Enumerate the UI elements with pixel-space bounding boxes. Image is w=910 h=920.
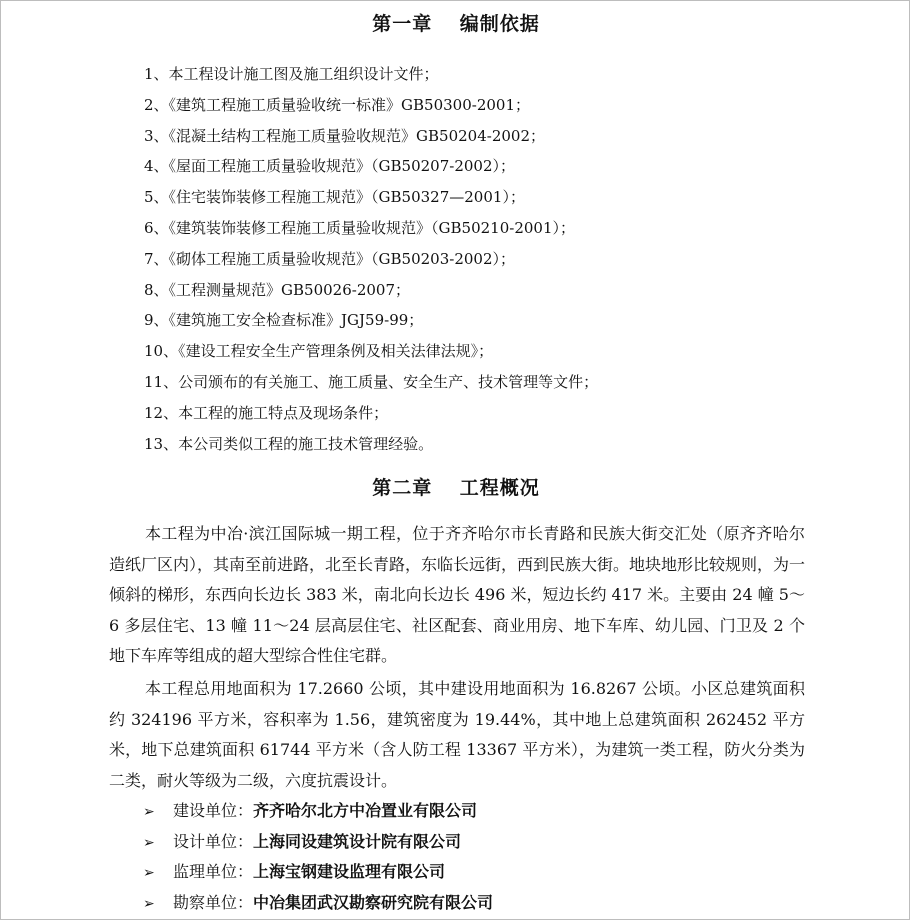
basis-item: 6、《建筑装饰装修工程施工质量验收规范》（GB50210-2001）； — [144, 218, 576, 237]
unit-company-name: 齐齐哈尔北方中冶置业有限公司 — [253, 801, 478, 820]
basis-item: 3、《混凝土结构工程施工质量验收规范》GB50204-2002； — [144, 126, 546, 145]
chapter-2-title: 第二章 工程概况 — [372, 477, 540, 499]
arrow-bullet-icon: ➢ — [143, 895, 155, 912]
basis-list — [144, 59, 598, 459]
unit-supervision — [143, 857, 493, 888]
basis-item: 11、公司颁布的有关施工、施工质量、安全生产、技术管理等文件； — [144, 372, 599, 391]
chapter-1-title: 第一章 编制依据 — [372, 13, 540, 35]
basis-item: 13、本公司类似工程的施工技术管理经验。 — [144, 434, 434, 453]
unit-company-name: 上海同设建筑设计院有限公司 — [253, 831, 462, 851]
overview-paragraph: 本工程为中冶·滨江国际城一期工程，位于齐齐哈尔市长青路和民族大街交汇处（原齐齐哈尔造纸厂区内），其南至前进路，北至长青路，东临长远街，西到民族大街。地块地形比较规则，为一倾斜的梯形，东西向长边长 383 米，南北向长边长 496 米，短边长约 417 米。主要由 24 幢 5～6 多层住宅、13 幢 11～24 层高层住宅、社区配套、商业用房、地下车库、幼儿园、门卫及 2 个地下车库等组成的超大型综合性住宅群。 — [109, 524, 806, 665]
arrow-bullet-icon: ➢ — [143, 834, 155, 851]
basis-item: 10、《建设工程安全生产管理条例及相关法律法规》； — [144, 342, 494, 361]
unit-role-label: 监理单位： — [173, 862, 254, 882]
basis-item: 2、《建筑工程施工质量验收统一标准》GB50300-2001； — [144, 95, 531, 114]
unit-role-label: 勘察单位： — [173, 892, 254, 912]
unit-company-name: 上海宝钢建设监理有限公司 — [253, 862, 446, 882]
basis-item: 8、《工程测量规范》GB50026-2007； — [144, 280, 411, 299]
project-units-list — [143, 796, 493, 918]
basis-item: 4、《屋面工程施工质量验收规范》（GB50207-2002）； — [144, 157, 516, 176]
basis-item: 12、本工程的施工特点及现场条件； — [144, 403, 389, 422]
unit-company-name: 中冶集团武汉勘察研究院有限公司 — [253, 892, 494, 912]
arrow-bullet-icon: ➢ — [143, 865, 155, 882]
basis-item: 7、《砌体工程施工质量验收规范》（GB50203-2002）； — [144, 249, 516, 268]
unit-construction — [143, 796, 493, 827]
unit-role-label: 设计单位： — [173, 831, 254, 851]
arrow-bullet-icon: ➢ — [143, 804, 155, 820]
basis-item: 1、本工程设计施工图及施工组织设计文件； — [144, 65, 439, 83]
unit-survey — [143, 888, 493, 919]
unit-role-label: 建设单位： — [173, 801, 254, 820]
area-paragraph: 本工程总用地面积为 17.2660 公顷，其中建设用地面积为 16.8267 公顷。小区总建筑面积约 324196 平方米，容积率为 1.56，建筑密度为 19.44%，其中地上总建筑面积 262452 平方米，地下总建筑面积 61744 平方米（含人防工程 13367 平方米），为建筑一类工程，防火分类为二类，耐火等级为二级，六度抗震设计。 — [109, 679, 805, 790]
basis-item: 9、《建筑施工安全检查标准》JGJ59-99； — [144, 311, 424, 330]
unit-design — [143, 827, 493, 858]
basis-item: 5、《住宅装饰装修工程施工规范》（GB50327—2001）； — [144, 188, 525, 207]
